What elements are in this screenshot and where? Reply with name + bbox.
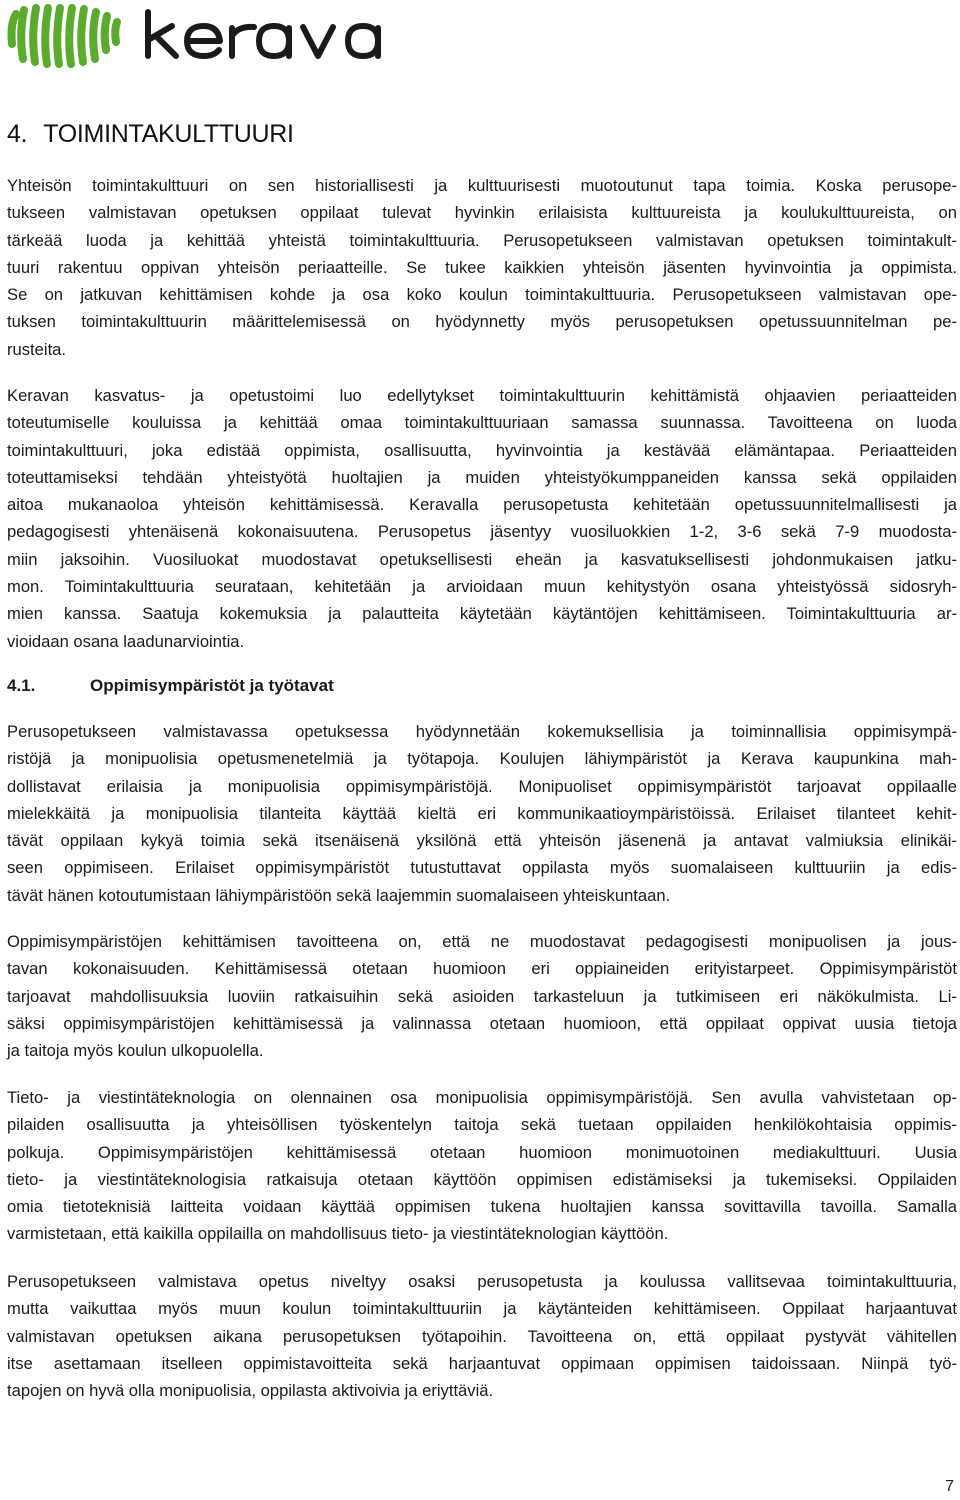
subsection-number: 4.1. [7,676,36,695]
text-line: mielekkäitä ja monipuolisia tilanteita käyttää kieltä eri kommunikaatioympäristöissä. Erilaiset tilanteet kehit- [7,803,957,823]
text-line: pedagogisesti yhtenäisenä kokonaisuutena. Perusopetus jäsentyy vuosiluokkien 1-2, 3-6 sekä 7-9 muodosta- [7,522,957,542]
text-line: ja taitoja myös koulun ulkopuolella. [7,1041,264,1061]
text-line: tavan kokonaisuuden. Kehittämisessä otetaan huomioon eri oppiaineiden erityistarpeet. Oppimisympäristöt [7,959,957,979]
text-line: tarjoavat mahdollisuuksia luoviin ratkaisuihin sekä asioiden tarkasteluun ja tutkimiseen eri näkökulmista. Li- [7,986,957,1006]
paragraph-4 [7,928,957,1064]
paragraph-3 [7,718,957,909]
text-line: rusteita. [7,339,67,359]
logo-green-mark [12,8,118,64]
paragraph-1 [7,172,957,363]
subsection-title: Oppimisympäristöt ja työtavat [90,676,334,695]
text-line: tieto- ja viestintäteknologisia ratkaisuja otetaan käyttöön oppimisen edistämiseksi ja tukemiseksi. Oppilaiden [7,1169,957,1189]
text-line: mon. Toimintakulttuuria seurataan, kehitetään ja arvioidaan muun kehitystyön osana yhteistyössä sidosryh- [7,577,957,597]
text-line: toteuttamiseksi tehdään yhteistyötä huoltajien ja muiden yhteistyökumppaneiden kanssa sekä oppilaiden [7,467,957,487]
kerava-logo [6,4,406,70]
text-line: säksi oppimisympäristöjen kehittämisessä ja valinnassa otetaan huomioon, että oppilaat oppivat uusia tietoja [7,1013,957,1033]
text-line: Se on jatkuvan kehittämisen kohde ja osa koko koulun toimintakulttuuria. Perusopetukseen valmistavan ope- [7,285,957,305]
text-line: toteutumiselle kouluissa ja kehittää omaa toimintakulttuuriaan samassa suunnassa. Tavoitteena on luoda [7,413,957,433]
subsection-heading [7,676,334,696]
text-line: miin jaksoihin. Vuosiluokat muodostavat opetuksellisesti eheän ja kasvatuksellisesti johdonmukaisen jatku- [7,549,957,569]
text-line: tuksen toimintakulttuurin määrittelemisessä on hyödynnetty myös perusopetuksen opetussuunnitelman pe- [7,312,957,332]
text-line: Keravan kasvatus- ja opetustoimi luo edellytykset toimintakulttuurin kehittämistä ohjaavien periaatteiden [7,386,957,405]
section-number: 4. [7,120,28,148]
text-line: tapojen on hyvä olla monipuolisia, oppilasta aktivoivia ja eriyttäviä. [7,1381,494,1401]
text-line: omia tietoteknisiä laitteita voidaan käyttää oppimisen tukena huoltajien kanssa sovittavilla tavoilla. Samalla [7,1197,957,1217]
text-line: mutta vaikuttaa myös muun koulun toimintakulttuuriin ja käytänteiden kehittämiseen. Oppilaat harjaantuvat [7,1299,957,1319]
text-line: vioidaan osana laadunarviointia. [7,631,245,651]
logo-wordmark [148,12,378,56]
paragraph-5 [7,1084,957,1248]
text-line: Perusopetukseen valmistavassa opetuksessa hyödynnetään kokemuksellisia ja toiminnallisia oppimisympä- [7,722,957,741]
text-line: dollistavat erilaisia ja monipuolisia oppimisympäristöjä. Monipuoliset oppimisympäristöt tarjoavat oppilaalle [7,776,957,796]
text-line: tuuri rakentuu oppivan yhteisön periaatteille. Se tukee kaikkien yhteisön jäsenten hyvinvointia ja oppimista. [7,257,957,277]
text-line: itse asettamaan itselleen oppimistavoitteita sekä harjaantuvat oppimaan oppimisen taidoissaan. Niinpä työ- [7,1353,957,1373]
text-line: seen oppimiseen. Erilaiset oppimisympäristöt tutustuttavat oppilasta myös suomalaiseen kulttuuriin ja edis- [7,858,957,878]
text-line: tärkeää luoda ja kehittää yhteistä toimintakulttuuria. Perusopetukseen valmistavan opetuksen toimintakult- [7,230,957,250]
text-line: tävät hänen kotoutumistaan lähiympäristöön sekä laajemmin suomalaiseen yhteiskuntaan. [7,885,671,905]
text-line: Perusopetukseen valmistava opetus niveltyy osaksi perusopetusta ja koulussa vallitsevaa toimintakulttuuria, [7,1272,957,1291]
text-line: ristöjä ja monipuolisia opetusmenetelmiä ja työtapoja. Koulujen lähiympäristöt ja Kerava kaupunkina mah- [7,749,957,769]
text-line: Oppimisympäristöjen kehittämisen tavoitteena on, että ne muodostavat pedagogisesti monipuolisen ja jous- [7,932,957,951]
text-line: pilaiden osallisuutta ja yhteisöllisen työskentelyn taitoja sekä tuetaan oppilaiden henkilökohtaisia oppimis- [7,1115,957,1135]
text-line: valmistavan opetuksen aikana perusopetuksen työtapoihin. Tavoitteena on, että oppilaat pystyvät vähitellen [7,1326,957,1346]
text-line: polkuja. Oppimisympäristöjen kehittämisessä otetaan huomioon monimuotoinen mediakulttuuri. Uusia [7,1142,957,1162]
text-line: varmistetaan, että kaikilla oppilailla on mahdollisuus tieto- ja viestintäteknologian käyttöön. [7,1224,669,1244]
section-heading [7,120,294,149]
text-line: Tieto- ja viestintäteknologia on olennainen osa monipuolisia oppimisympäristöjä. Sen avulla vahvistetaan op- [7,1088,957,1107]
paragraph-6 [7,1268,957,1404]
text-line: aitoa mukanaoloa yhteisön kehittämisessä. Keravalla perusopetusta kehitetään opetussuunnitelmallisesti ja [7,495,957,515]
section-title: TOIMINTAKULTTUURI [43,120,294,148]
paragraph-2 [7,382,957,655]
page-number: 7 [945,1478,954,1495]
text-line: tukseen valmistavan opetuksen oppilaat tulevat hyvinkin erilaisista kulttuureista ja koulukulttuureista, on [7,203,957,223]
text-line: toimintakulttuuri, joka edistää oppimista, osallisuutta, hyvinvointia ja kestävää elämäntapaa. Periaatteiden [7,440,957,460]
text-line: tävät oppilaan kykyä toimia sekä itsenäisenä yksilönä että yhteisön jäsenenä ja antavat valmiuksia elinikäi- [7,831,957,851]
text-line: Yhteisön toimintakulttuuri on sen historiallisesti ja kulttuurisesti muotoutunut tapa toimia. Koska perusope- [7,176,957,195]
text-line: mien kanssa. Saatuja kokemuksia ja palautteita käytetään käytäntöjen kehittämiseen. Toimintakulttuuria ar- [7,604,957,624]
